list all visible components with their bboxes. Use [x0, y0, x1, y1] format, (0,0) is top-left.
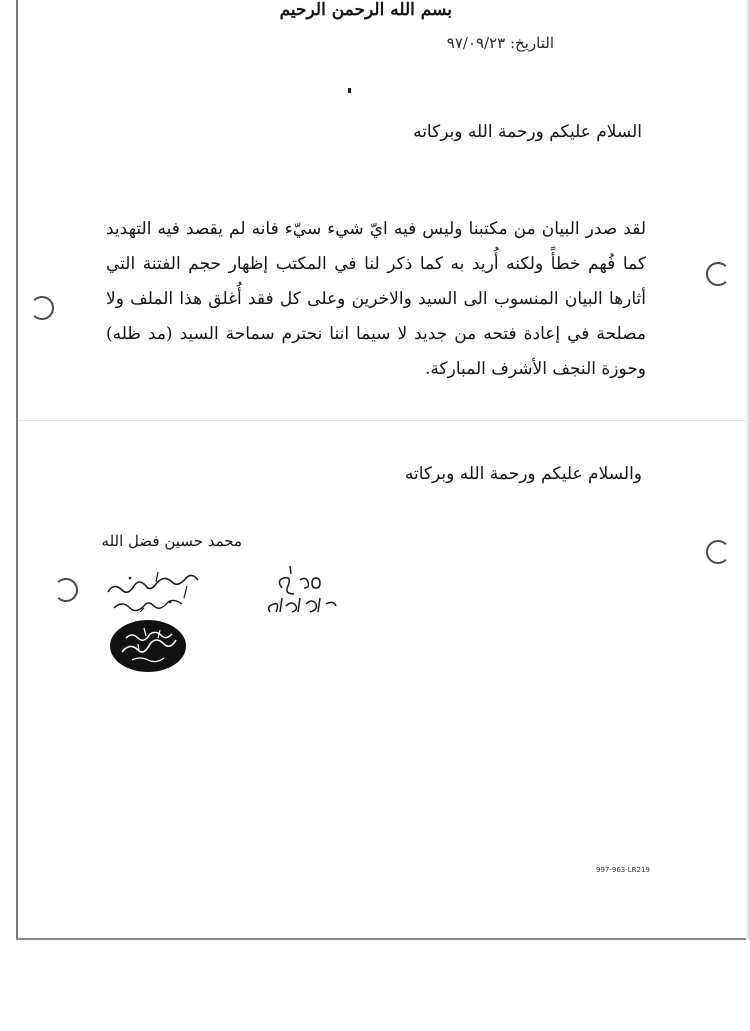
ink-dot: [348, 88, 351, 93]
handwritten-signature: [100, 568, 210, 618]
body-line: مصلحة في إعادة فتحه من جديد لا سيما اننا نحترم سماحة السيد (مد ظله): [106, 324, 646, 344]
letter-date: التاريخ: ٩٧/٠٩/٢٣: [446, 34, 554, 52]
punch-hole-left-bottom: [54, 578, 78, 602]
punch-hole-top: [706, 262, 730, 286]
reference-number: 997-963-LR219: [596, 866, 650, 874]
basmala: بسم الله الرحمن الرحيم: [279, 0, 452, 20]
fold-line: [18, 420, 750, 421]
punch-hole-left-top: [30, 296, 54, 320]
handwritten-notation: [262, 558, 340, 622]
body-line: وحوزة النجف الأشرف المباركة.: [425, 359, 646, 379]
page-edge-left: [16, 0, 18, 940]
body-line: أثارها البيان المنسوب الى السيد والاخرين وعلى كل فقد أُغلق هذا الملف ولا: [106, 289, 646, 309]
body-line: كما فُهم خطأً ولكنه أُريد به كما ذكر لنا في المكتب إظهار حجم الفتنة التي: [106, 254, 646, 274]
body-line: لقد صدر البيان من مكتبنا وليس فيه ايّ شيء سيّء فانه لم يقصد فيه التهديد: [106, 219, 646, 239]
greeting: السلام عليكم ورحمة الله وبركاته: [413, 122, 642, 142]
page-edge-bottom: [16, 938, 750, 940]
letter-body: [106, 212, 646, 387]
official-seal: [108, 618, 188, 674]
punch-hole-bottom: [706, 540, 730, 564]
page-shade-right: [746, 0, 750, 940]
signatory-name: محمد حسين فضل الله: [101, 532, 242, 550]
closing: والسلام عليكم ورحمة الله وبركاته: [404, 464, 642, 484]
